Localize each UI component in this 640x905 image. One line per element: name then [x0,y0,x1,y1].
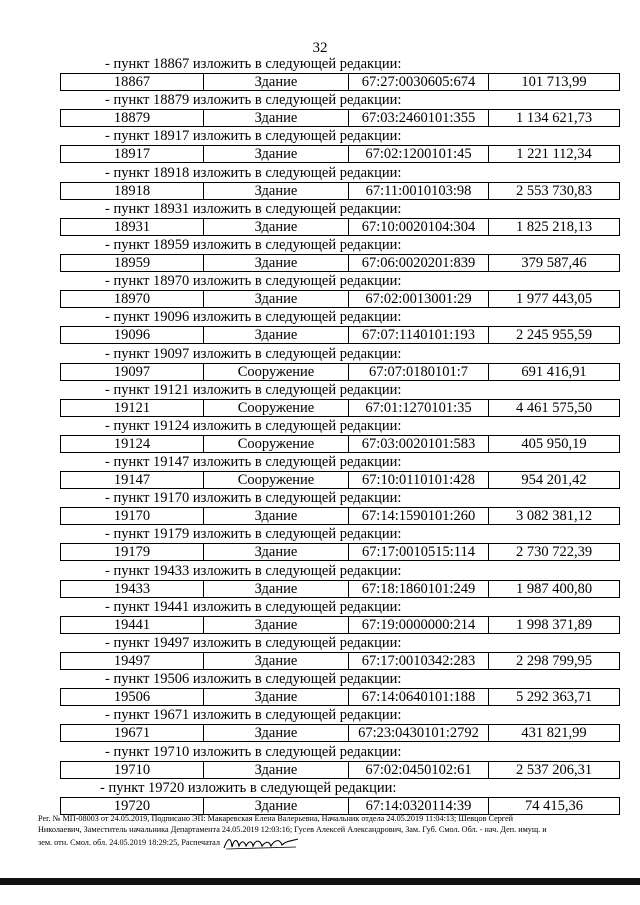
amendment-intro: - пункт 19096 изложить в следующей редакции: [105,309,402,326]
item-number-cell: 18917 [61,146,204,162]
amendment-entry [0,56,640,92]
table-row [60,616,620,634]
cadastral-number-cell: 67:14:0640101:188 [349,689,489,705]
value-cell: 74 415,36 [525,797,583,814]
amendment-intro: - пункт 19097 изложить в следующей редакции: [105,345,402,362]
item-number-cell: 19121 [61,400,204,416]
item-number-cell: 18931 [61,219,204,235]
value-cell: 2 730 722,39 [515,544,593,561]
signature-footer [38,814,604,851]
amendment-intro: - пункт 19671 изложить в следующей редакции: [105,707,402,724]
amendment-entry [0,237,640,273]
amendment-intro: - пункт 19710 изложить в следующей редакции: [105,743,402,760]
object-type-cell: Здание [204,508,349,524]
item-number-cell: 18959 [61,255,204,271]
amendment-intro: - пункт 19147 изложить в следующей редакции: [105,454,402,471]
cadastral-number-cell: 67:17:0010515:114 [349,544,489,560]
value-cell: 1 998 371,89 [515,616,593,633]
value-cell: 954 201,42 [521,472,587,489]
amendment-entry [0,780,640,816]
amendment-intro: - пункт 19433 изложить в следующей редакции: [105,562,402,579]
amendment-entry [0,309,640,345]
object-type-cell: Здание [204,146,349,162]
value-cell: 405 950,19 [521,435,587,452]
cadastral-number-cell: 67:01:1270101:35 [349,400,489,416]
value-cell: 431 821,99 [521,725,587,742]
amendment-intro: - пункт 18879 изложить в следующей редакции: [105,92,402,109]
item-number-cell: 19506 [61,689,204,705]
table-row [60,761,620,779]
value-cell: 1 134 621,73 [515,110,593,127]
object-type-cell: Здание [204,74,349,90]
object-type-cell: Здание [204,219,349,235]
amendment-intro: - пункт 19170 изложить в следующей редакции: [105,490,402,507]
cadastral-number-cell: 67:02:0450102:61 [349,762,489,778]
table-row [60,326,620,344]
table-row [60,435,620,453]
cadastral-number-cell: 67:06:0020201:839 [349,255,489,271]
amendment-intro: - пункт 18931 изложить в следующей редакции: [105,200,402,217]
amendment-entry [0,382,640,418]
cadastral-number-cell: 67:02:0013001:29 [349,291,489,307]
cadastral-number-cell: 67:10:0020104:304 [349,219,489,235]
amendment-entry [0,454,640,490]
table-row [60,109,620,127]
page-number: 32 [312,40,328,56]
amendment-entry [0,201,640,237]
value-cell: 5 292 363,71 [515,689,593,706]
item-number-cell: 18970 [61,291,204,307]
item-number-cell: 19170 [61,508,204,524]
item-number-cell: 19179 [61,544,204,560]
cadastral-number-cell: 67:10:0110101:428 [349,472,489,488]
amendment-entry [0,418,640,454]
table-row [60,507,620,525]
amendment-intro: - пункт 19441 изложить в следующей редакции: [105,598,402,615]
table-row [60,797,620,815]
amendments-list [0,56,640,816]
cadastral-number-cell: 67:14:1590101:260 [349,508,489,524]
item-number-cell: 19671 [61,725,204,741]
amendment-entry [0,707,640,743]
footer-line-2: Николаевич, Заместитель начальника Департамента 24.05.2019 12:03:16; Гусев Алексей Александрович, Зам. Губ. Смол. Обл. - нач. Деп. имущ. и [38,824,547,834]
object-type-cell: Здание [204,544,349,560]
amendment-entry [0,563,640,599]
object-type-cell: Здание [204,291,349,307]
amendment-intro: - пункт 19124 изложить в следующей редакции: [105,417,402,434]
amendment-intro: - пункт 18970 изложить в следующей редакции: [105,273,402,290]
object-type-cell: Здание [204,183,349,199]
value-cell: 2 537 206,31 [515,761,593,778]
object-type-cell: Сооружение [204,472,349,488]
amendment-entry [0,635,640,671]
cadastral-number-cell: 67:03:2460101:355 [349,110,489,126]
amendment-entry [0,526,640,562]
table-row [60,363,620,381]
scan-bottom-edge [0,878,640,885]
amendment-entry [0,671,640,707]
value-cell: 3 082 381,12 [515,508,593,525]
amendment-entry [0,273,640,309]
value-cell: 4 461 575,50 [515,399,593,416]
handwritten-signature-icon [222,835,300,851]
amendment-intro: - пункт 18867 изложить в следующей редакции: [105,56,402,72]
table-row [60,182,620,200]
object-type-cell: Сооружение [204,400,349,416]
item-number-cell: 19096 [61,327,204,343]
table-row [60,471,620,489]
footer-line-3: зем. отн. Смол. обл. 24.05.2019 18:29:25, Распечатал [38,837,220,847]
object-type-cell: Здание [204,762,349,778]
item-number-cell: 19720 [61,798,204,814]
cadastral-number-cell: 67:14:0320114:39 [349,798,489,814]
item-number-cell: 19124 [61,436,204,452]
object-type-cell: Здание [204,725,349,741]
amendment-intro: - пункт 19121 изложить в следующей редакции: [105,381,402,398]
item-number-cell: 19433 [61,581,204,597]
cadastral-number-cell: 67:03:0020101:583 [349,436,489,452]
footer-line-1: Рег. № МП-08003 от 24.05.2019, Подписано ЭП: Макаревская Елена Валерьевна, Начальник отдела 24.05.2019 11:04:13; Шевцов Сергей [38,814,514,823]
table-row [60,290,620,308]
cadastral-number-cell: 67:19:0000000:214 [349,617,489,633]
object-type-cell: Сооружение [204,436,349,452]
cadastral-number-cell: 67:07:1140101:193 [349,327,489,343]
item-number-cell: 19441 [61,617,204,633]
table-row [60,688,620,706]
value-cell: 2 553 730,83 [515,182,593,199]
item-number-cell: 19710 [61,762,204,778]
amendment-intro: - пункт 19506 изложить в следующей редакции: [105,671,402,688]
table-row [60,218,620,236]
object-type-cell: Здание [204,617,349,633]
item-number-cell: 18879 [61,110,204,126]
object-type-cell: Здание [204,327,349,343]
value-cell: 101 713,99 [521,74,587,90]
table-row [60,724,620,742]
table-row [60,145,620,163]
item-number-cell: 19147 [61,472,204,488]
amendment-intro: - пункт 19720 изложить в следующей редакции: [100,779,397,796]
cadastral-number-cell: 67:11:0010103:98 [349,183,489,199]
item-number-cell: 18918 [61,183,204,199]
cadastral-number-cell: 67:17:0010342:283 [349,653,489,669]
amendment-entry [0,599,640,635]
object-type-cell: Здание [204,581,349,597]
amendment-intro: - пункт 19179 изложить в следующей редакции: [105,526,402,543]
value-cell: 1 977 443,05 [515,291,593,308]
table-row [60,399,620,417]
amendment-entry [0,346,640,382]
object-type-cell: Здание [204,255,349,271]
cadastral-number-cell: 67:27:0030605:674 [349,74,489,90]
value-cell: 2 298 799,95 [515,653,593,669]
amendment-intro: - пункт 18917 изложить в следующей редакции: [105,128,402,145]
item-number-cell: 19097 [61,364,204,380]
cadastral-number-cell: 67:02:1200101:45 [349,146,489,162]
value-cell: 1 221 112,34 [516,146,592,163]
object-type-cell: Сооружение [204,364,349,380]
value-cell: 1 987 400,80 [515,580,593,597]
object-type-cell: Здание [204,110,349,126]
amendment-entry [0,128,640,164]
item-number-cell: 18867 [61,74,204,90]
amendment-entry [0,92,640,128]
amendment-entry [0,490,640,526]
table-row [60,73,620,91]
cadastral-number-cell: 67:23:0430101:2792 [349,725,489,741]
cadastral-number-cell: 67:07:0180101:7 [349,364,489,380]
value-cell: 691 416,91 [521,363,587,380]
object-type-cell: Здание [204,689,349,705]
table-row [60,254,620,272]
table-row [60,543,620,561]
object-type-cell: Здание [204,798,349,814]
object-type-cell: Здание [204,653,349,669]
value-cell: 2 245 955,59 [515,327,593,344]
cadastral-number-cell: 67:18:1860101:249 [349,581,489,597]
amendment-entry [0,744,640,780]
amendment-intro: - пункт 19497 изложить в следующей редакции: [105,635,402,651]
item-number-cell: 19497 [61,653,204,669]
table-row [60,652,620,670]
value-cell: 379 587,46 [521,254,587,271]
value-cell: 1 825 218,13 [515,218,593,235]
amendment-intro: - пункт 18959 изложить в следующей редакции: [105,236,402,253]
amendment-intro: - пункт 18918 изложить в следующей редакции: [105,164,402,181]
amendment-entry [0,165,640,201]
table-row [60,580,620,598]
